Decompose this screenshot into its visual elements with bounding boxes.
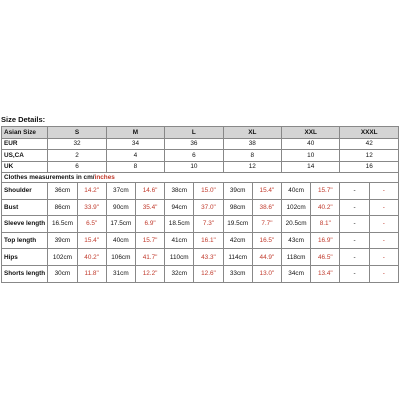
cm-value-cell: 37cm <box>106 183 135 200</box>
section-header-row <box>2 173 399 183</box>
section-heading-suffix: inches <box>94 174 115 181</box>
row-label: Shoulder <box>2 183 48 200</box>
cm-value-cell: 106cm <box>106 249 135 266</box>
size-value-cell: 10 <box>282 150 340 162</box>
size-row <box>2 150 399 162</box>
inch-value-cell: 12.2" <box>135 265 164 282</box>
cm-value-cell: 32cm <box>165 265 194 282</box>
inch-value-cell: 6.5" <box>77 216 106 233</box>
measurement-row <box>2 199 399 216</box>
inch-value-cell: 7.3" <box>194 216 223 233</box>
cm-value-cell: 33cm <box>223 265 252 282</box>
size-value-cell: 6 <box>48 161 106 173</box>
cm-value-cell: 16.5cm <box>48 216 77 233</box>
inch-value-cell: - <box>369 249 398 266</box>
inch-value-cell: 6.9" <box>135 216 164 233</box>
cm-value-cell: - <box>340 216 369 233</box>
size-value-cell: 34 <box>106 138 164 150</box>
inch-value-cell: 15.0" <box>194 183 223 200</box>
cm-value-cell: 17.5cm <box>106 216 135 233</box>
cm-value-cell: - <box>340 249 369 266</box>
cm-value-cell: 18.5cm <box>165 216 194 233</box>
measurement-row <box>2 249 399 266</box>
size-conversion-body <box>2 127 399 173</box>
row-label: Shorts length <box>2 265 48 282</box>
row-label: Bust <box>2 199 48 216</box>
measurement-row <box>2 232 399 249</box>
cm-value-cell: 102cm <box>282 199 311 216</box>
cm-value-cell: 39cm <box>48 232 77 249</box>
size-value-cell: 36 <box>165 138 223 150</box>
cm-value-cell: 94cm <box>165 199 194 216</box>
cm-value-cell: - <box>340 265 369 282</box>
size-table <box>1 126 399 283</box>
cm-value-cell: 118cm <box>282 249 311 266</box>
inch-value-cell: 16.5" <box>252 232 281 249</box>
inch-value-cell: 40.2" <box>77 249 106 266</box>
size-row <box>2 161 399 173</box>
row-label: EUR <box>2 138 48 150</box>
cm-value-cell: 39cm <box>223 183 252 200</box>
inch-value-cell: 44.9" <box>252 249 281 266</box>
cm-value-cell: 40cm <box>106 232 135 249</box>
cm-value-cell: 30cm <box>48 265 77 282</box>
size-value-cell: 42 <box>340 138 399 150</box>
size-value-cell: 14 <box>282 161 340 173</box>
inch-value-cell: 13.0" <box>252 265 281 282</box>
cm-value-cell: 41cm <box>165 232 194 249</box>
size-value-cell: 2 <box>48 150 106 162</box>
inch-value-cell: 11.8" <box>77 265 106 282</box>
size-value-cell: 38 <box>223 138 281 150</box>
section-heading <box>2 173 399 183</box>
inch-value-cell: - <box>369 232 398 249</box>
cm-value-cell: 42cm <box>223 232 252 249</box>
cm-value-cell: 110cm <box>165 249 194 266</box>
row-label: Sleeve length <box>2 216 48 233</box>
cm-value-cell: 86cm <box>48 199 77 216</box>
cm-value-cell: 98cm <box>223 199 252 216</box>
inch-value-cell: 7.7" <box>252 216 281 233</box>
measurement-row <box>2 183 399 200</box>
cm-value-cell: 36cm <box>48 183 77 200</box>
size-value-cell: 16 <box>340 161 399 173</box>
cm-value-cell: - <box>340 199 369 216</box>
row-label: Hips <box>2 249 48 266</box>
row-label: UK <box>2 161 48 173</box>
size-header-cell: XL <box>223 127 281 139</box>
cm-value-cell: 38cm <box>165 183 194 200</box>
size-header-cell: XXL <box>282 127 340 139</box>
inch-value-cell: 41.7" <box>135 249 164 266</box>
inch-value-cell: 15.7" <box>135 232 164 249</box>
cm-value-cell: - <box>340 183 369 200</box>
inch-value-cell: 15.4" <box>252 183 281 200</box>
measurements-body <box>2 173 399 283</box>
cm-value-cell: 43cm <box>282 232 311 249</box>
size-value-cell: 8 <box>106 161 164 173</box>
inch-value-cell: - <box>369 216 398 233</box>
inch-value-cell: 15.7" <box>311 183 340 200</box>
inch-value-cell: - <box>369 183 398 200</box>
size-value-cell: 12 <box>223 161 281 173</box>
cm-value-cell: 34cm <box>282 265 311 282</box>
cm-value-cell: 90cm <box>106 199 135 216</box>
cm-value-cell: 19.5cm <box>223 216 252 233</box>
section-heading-prefix: Clothes measurements in cm/ <box>4 174 95 181</box>
page-title: Size Details: <box>1 115 46 124</box>
inch-value-cell: 16.1" <box>194 232 223 249</box>
cm-value-cell: 102cm <box>48 249 77 266</box>
size-header-cell: S <box>48 127 106 139</box>
inch-value-cell: 12.6" <box>194 265 223 282</box>
measurement-row <box>2 265 399 282</box>
row-label: Asian Size <box>2 127 48 139</box>
inch-value-cell: 13.4" <box>311 265 340 282</box>
cm-value-cell: 31cm <box>106 265 135 282</box>
inch-value-cell: 38.6" <box>252 199 281 216</box>
cm-value-cell: 114cm <box>223 249 252 266</box>
measurement-row <box>2 216 399 233</box>
inch-value-cell: 33.9" <box>77 199 106 216</box>
size-row <box>2 138 399 150</box>
size-header-cell: XXXL <box>340 127 399 139</box>
inch-value-cell: 16.9" <box>311 232 340 249</box>
size-header-cell: M <box>106 127 164 139</box>
inch-value-cell: 8.1" <box>311 216 340 233</box>
size-header-row <box>2 127 399 139</box>
row-label: Top length <box>2 232 48 249</box>
inch-value-cell: 15.4" <box>77 232 106 249</box>
inch-value-cell: 35.4" <box>135 199 164 216</box>
size-value-cell: 12 <box>340 150 399 162</box>
size-value-cell: 32 <box>48 138 106 150</box>
cm-value-cell: 40cm <box>282 183 311 200</box>
inch-value-cell: - <box>369 199 398 216</box>
inch-value-cell: - <box>369 265 398 282</box>
inch-value-cell: 14.2" <box>77 183 106 200</box>
cm-value-cell: 20.5cm <box>282 216 311 233</box>
inch-value-cell: 43.3" <box>194 249 223 266</box>
row-label: US,CA <box>2 150 48 162</box>
inch-value-cell: 37.0" <box>194 199 223 216</box>
cm-value-cell: - <box>340 232 369 249</box>
size-value-cell: 6 <box>165 150 223 162</box>
size-value-cell: 8 <box>223 150 281 162</box>
inch-value-cell: 46.5" <box>311 249 340 266</box>
size-header-cell: L <box>165 127 223 139</box>
inch-value-cell: 14.6" <box>135 183 164 200</box>
inch-value-cell: 40.2" <box>311 199 340 216</box>
size-value-cell: 10 <box>165 161 223 173</box>
size-value-cell: 40 <box>282 138 340 150</box>
size-value-cell: 4 <box>106 150 164 162</box>
